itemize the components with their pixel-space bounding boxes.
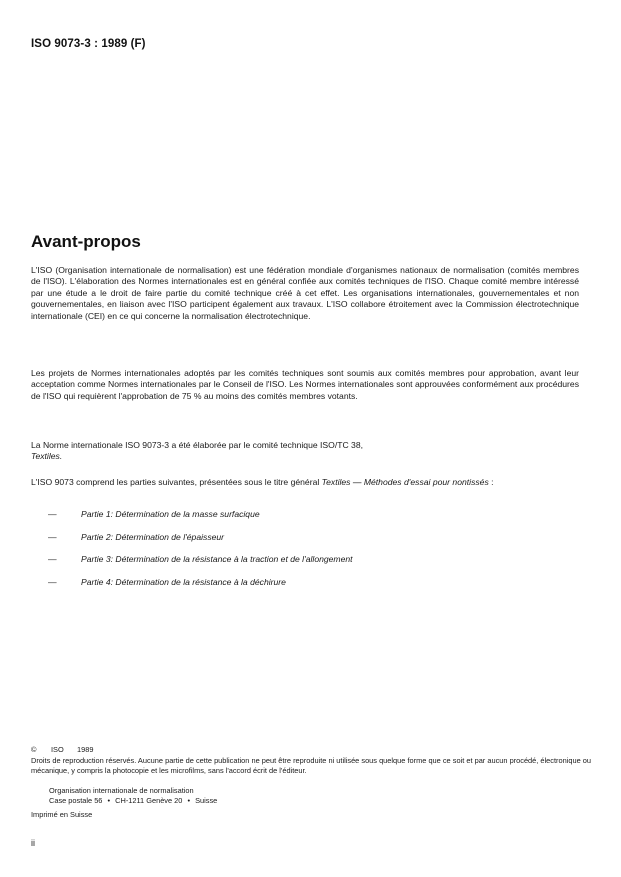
page-number: ii — [31, 838, 35, 848]
bullet-separator: • — [187, 796, 191, 805]
part-title: Partie 1: Détermination de la masse surfacique — [81, 509, 260, 519]
paragraph-4-series-title: Textiles — Méthodes d'essai pour nontissés — [321, 477, 489, 487]
page-title: Avant-propos — [31, 232, 141, 251]
rights-notice: Droits de reproduction réservés. Aucune partie de cette publication ne peut être reproduite ni utilisée sous quelque forme que ce soit et par aucun procédé, électronique ou mécanique, y compris la photocopie et les microfilms, sans l'accord écrit de l'éditeur. — [31, 756, 591, 775]
parts-list — [31, 509, 579, 599]
paragraph-4-text: L'ISO 9073 comprend les parties suivantes, présentées sous le titre général — [31, 477, 320, 487]
foreword-paragraph-2: Les projets de Normes internationales adoptés par les comités techniques sont soumis aux comités membres pour approbation, avant leur acceptation comme Normes internationales par le Conseil de l'ISO. Les Normes internationales sont approuvées conformément aux procédures de l'ISO qui requièrent l'approbation de 75 % au moins des comités membres votants. — [31, 368, 579, 401]
document-id-header: ISO 9073-3 : 1989 (F) — [31, 38, 146, 50]
paragraph-4-suffix: : — [488, 477, 494, 487]
address-po-box: Case postale 56 — [49, 796, 103, 805]
part-title: Partie 2: Détermination de l'épaisseur — [81, 531, 225, 542]
copyright-year: 1989 — [77, 745, 94, 754]
address-city: CH-1211 Genève 20 — [115, 796, 183, 805]
list-item — [31, 577, 579, 600]
part-title: Partie 3: Détermination de la résistance à la traction et de l'allongement — [81, 554, 353, 564]
part-title: Partie 4: Détermination de la résistance à la déchirure — [81, 576, 286, 587]
paragraph-3-committee: Textiles. — [31, 451, 63, 462]
copyright-org: ISO — [51, 745, 64, 754]
copyright-line — [31, 745, 591, 755]
paragraph-3-text: La Norme internationale ISO 9073-3 a été élaborée par le comité technique ISO/TC 38, — [31, 440, 364, 450]
list-item — [31, 554, 579, 577]
copyright-symbol: © — [31, 745, 37, 754]
printed-in-notice: Imprimé en Suisse — [31, 810, 93, 819]
dash-bullet: — — [48, 509, 57, 519]
foreword-paragraph-3 — [31, 440, 579, 463]
foreword-paragraph-4 — [31, 477, 579, 488]
list-item — [31, 532, 579, 555]
dash-bullet: — — [48, 554, 57, 564]
address-country: Suisse — [195, 796, 218, 805]
foreword-paragraph-1: L'ISO (Organisation internationale de normalisation) est une fédération mondiale d'organismes nationaux de normalisation (comités membres de l'ISO). L'élaboration des Normes internationales est en général confiée aux comités techniques de l'ISO. Chaque comité membre intéressé par une étude a le droit de faire partie du comité technique créé à cet effet. Les organisations internationales, gouvernementales et non gouvernementales, en liaison avec l'ISO participent également aux travaux. L'ISO collabore étroitement avec la Commission électrotechnique internationale (CEI) en ce qui concerne la normalisation électrotechnique. — [31, 265, 579, 321]
publisher-address — [49, 796, 609, 806]
dash-bullet: — — [48, 576, 57, 587]
publisher-organization: Organisation internationale de normalisation — [49, 786, 194, 795]
dash-bullet: — — [48, 531, 57, 542]
bullet-separator: • — [107, 796, 111, 805]
list-item — [31, 509, 579, 532]
